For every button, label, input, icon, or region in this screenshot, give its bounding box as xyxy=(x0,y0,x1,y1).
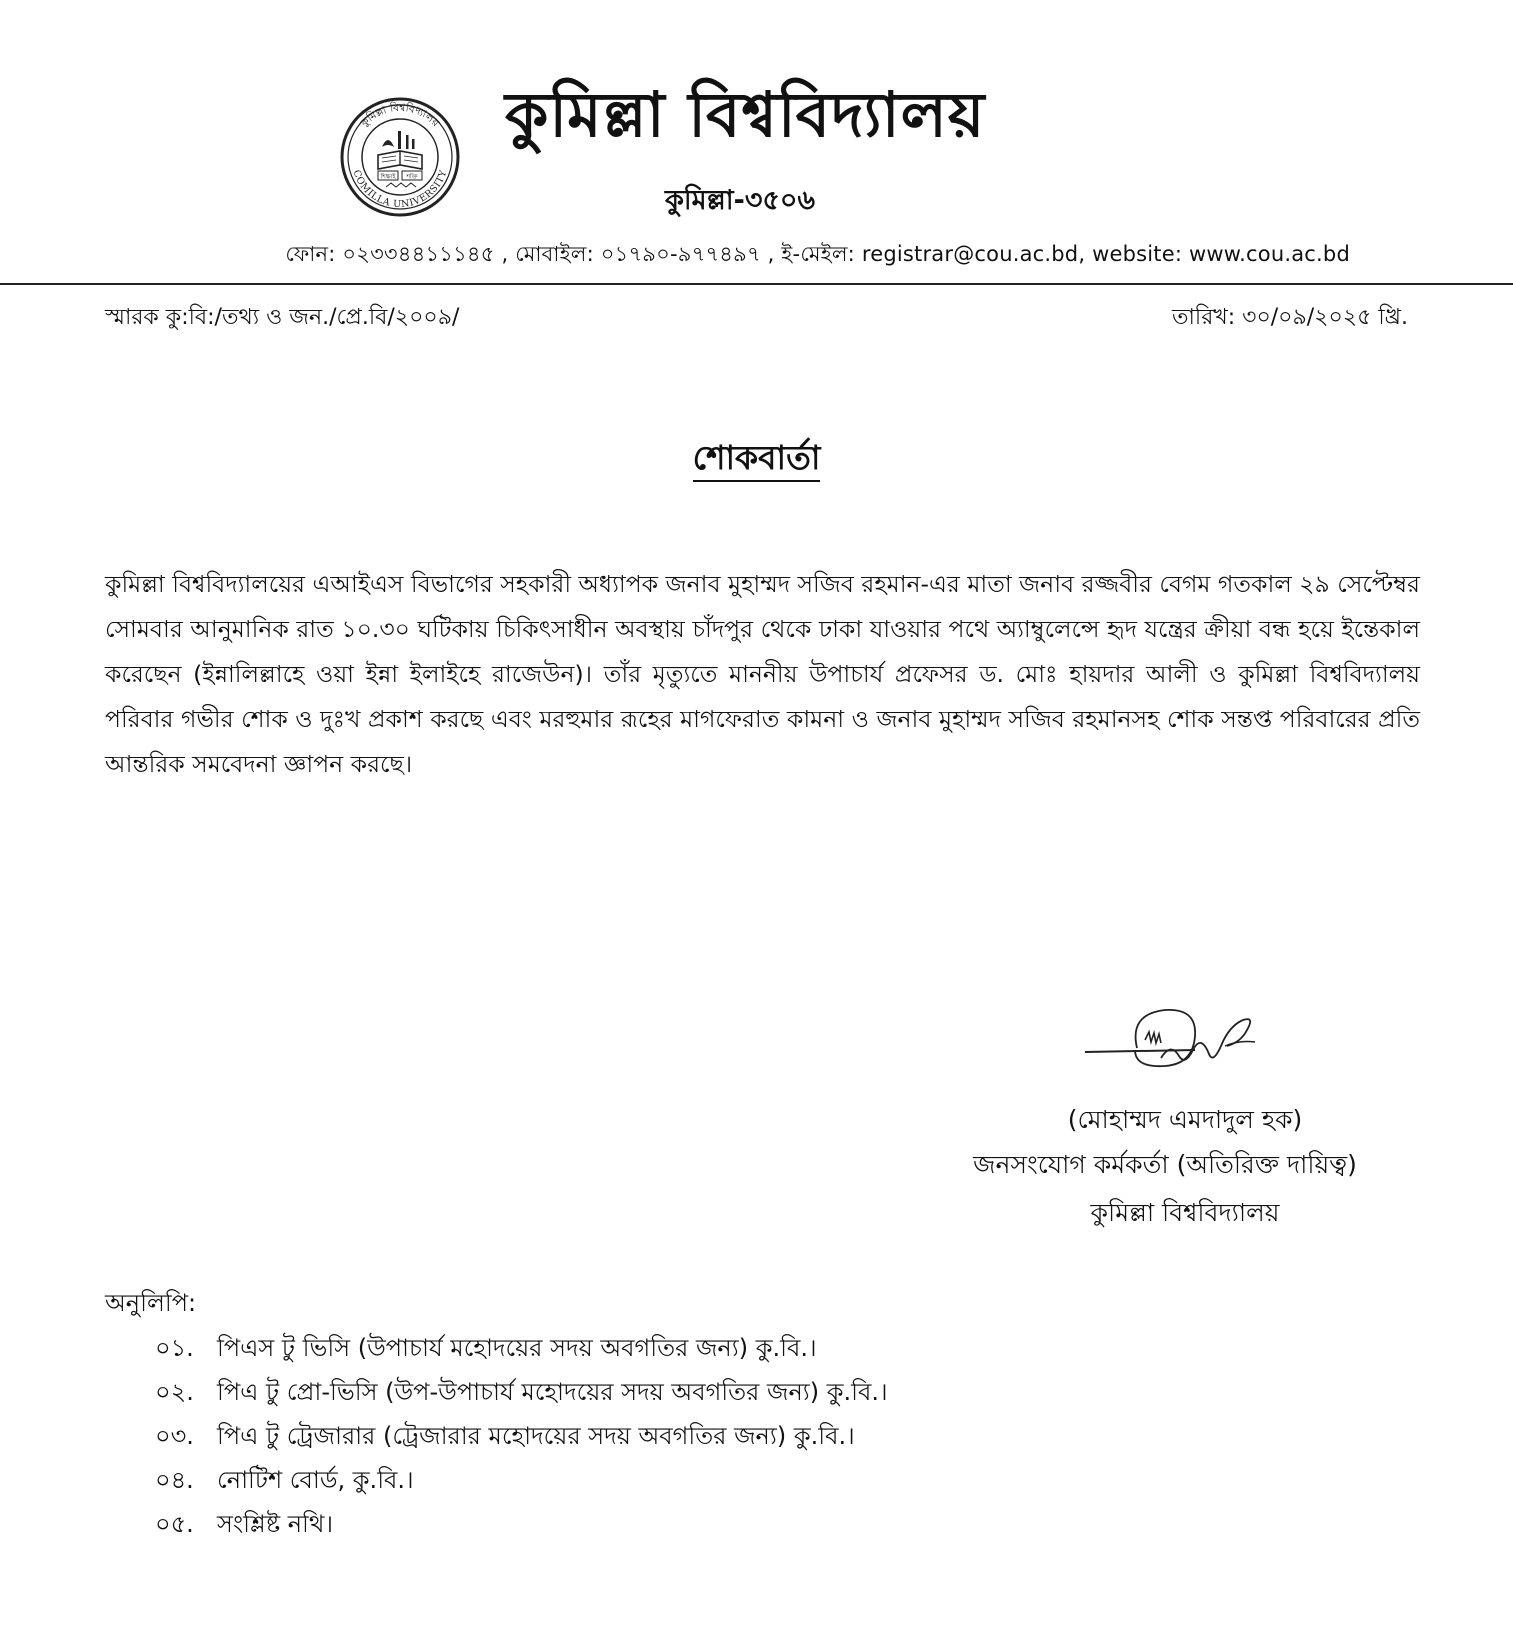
list-item-number: ০১. xyxy=(155,1334,194,1362)
svg-text:শক্তি: শক্তি xyxy=(406,173,418,181)
copies-label: অনুলিপি: xyxy=(105,1289,197,1317)
svg-text:শিক্ষাই: শিক্ষাই xyxy=(380,173,396,181)
list-item-number: ০৪. xyxy=(155,1466,194,1494)
list-item-text: নোটিশ বোর্ড, কু.বি.। xyxy=(217,1466,414,1494)
memo-number: স্মারক কু:বি:/তথ্য ও জন./প্রে.বি/২০০৯/ xyxy=(105,305,460,330)
list-item-text: পিএস টু ভিসি (উপাচার্য মহোদয়ের সদয় অবগতির জন্য) কু.বি.। xyxy=(217,1334,817,1362)
list-item-number: ০৩. xyxy=(155,1422,194,1450)
list-item xyxy=(155,1326,1155,1370)
signatory-designation: জনসংযোগ কর্মকর্তা (অতিরিক্ত দায়িত্ব) xyxy=(973,1150,1357,1179)
contact-line: ফোন: ০২৩৩৪৪১১১৪৫ , মোবাইল: ০১৭৯০-৯৭৭৪৯৭ , ই-মেইল: registrar@cou.ac.bd, website: www.cou.ac.bd xyxy=(285,242,1350,266)
list-item xyxy=(155,1458,1155,1502)
svg-text:কুমিল্লা বিশ্ববিদ্যালয়: কুমিল্লা বিশ্ববিদ্যালয় xyxy=(358,101,442,130)
notice-heading xyxy=(0,432,1513,488)
list-item-text: পিএ টু প্রো-ভিসি (উপ-উপাচার্য মহোদয়ের সদয় অবগতির জন্য) কু.বি.। xyxy=(217,1378,888,1406)
list-item-text: সংশ্লিষ্ট নথি। xyxy=(217,1510,334,1538)
list-item-text: পিএ টু ট্রেজারার (ট্রেজারার মহোদয়ের সদয় অবগতির জন্য) কু.বি.। xyxy=(217,1422,855,1450)
notice-body: কুমিল্লা বিশ্ববিদ্যালয়ের এআইএস বিভাগের সহকারী অধ্যাপক জনাব মুহাম্মদ সজিব রহমান-এর মাতা জনাব রজ্জবীর বেগম গতকাল ২৯ সেপ্টেম্বর সোমবার আনুমানিক রাত ১০.৩০ ঘটিকায় চিকিৎসাধীন অবস্থায় চাঁদপুর থেকে ঢাকা যাওয়ার পথে অ্যাম্বুলেন্সে হৃদ যন্ত্রের ক্রীয়া বন্ধ হয়ে ইন্তেকাল করেছেন (ইন্নালিল্লাহে ওয়া ইন্না ইলাইহে রাজেউন)। তাঁর মৃত্যুতে মাননীয় উপাচার্য প্রফেসর ড. মোঃ হায়দার আলী ও কুমিল্লা বিশ্ববিদ্যালয় পরিবার গভীর শোক ও দুঃখ প্রকাশ করছে এবং মরহুমার রূহের মাগফেরাত কামনা ও জনাব মুহাম্মদ সজিব রহমানসহ শোক সন্তপ্ত পরিবারের প্রতি আন্তরিক সমবেদনা জ্ঞাপন করছে। xyxy=(105,569,1420,778)
letterhead-divider xyxy=(0,283,1513,285)
list-item-number: ০৫. xyxy=(155,1510,194,1538)
copies-list xyxy=(155,1326,1155,1546)
list-item xyxy=(155,1502,1155,1546)
svg-text:COMILLA UNIVERSITY: COMILLA UNIVERSITY xyxy=(350,168,450,211)
university-seal-logo xyxy=(338,95,462,219)
signature-mark xyxy=(1075,1000,1295,1090)
list-item xyxy=(155,1414,1155,1458)
signatory-organization: কুমিল্লা বিশ্ববিদ্যালয় xyxy=(1090,1198,1280,1227)
university-name: কুমিল্লা বিশ্ববিদ্যালয় xyxy=(505,78,986,151)
list-item-number: ০২. xyxy=(155,1378,194,1406)
list-item xyxy=(155,1370,1155,1414)
notice-heading-text: শোকবার্তা xyxy=(693,438,821,482)
signatory-name: (মোহাম্মদ এমদাদুল হক) xyxy=(1067,1105,1303,1134)
memo-date: তারিখ: ৩০/০৯/২০২৫ খ্রি. xyxy=(1172,305,1408,330)
university-address: কুমিল্লা-৩৫০৬ xyxy=(664,185,816,216)
